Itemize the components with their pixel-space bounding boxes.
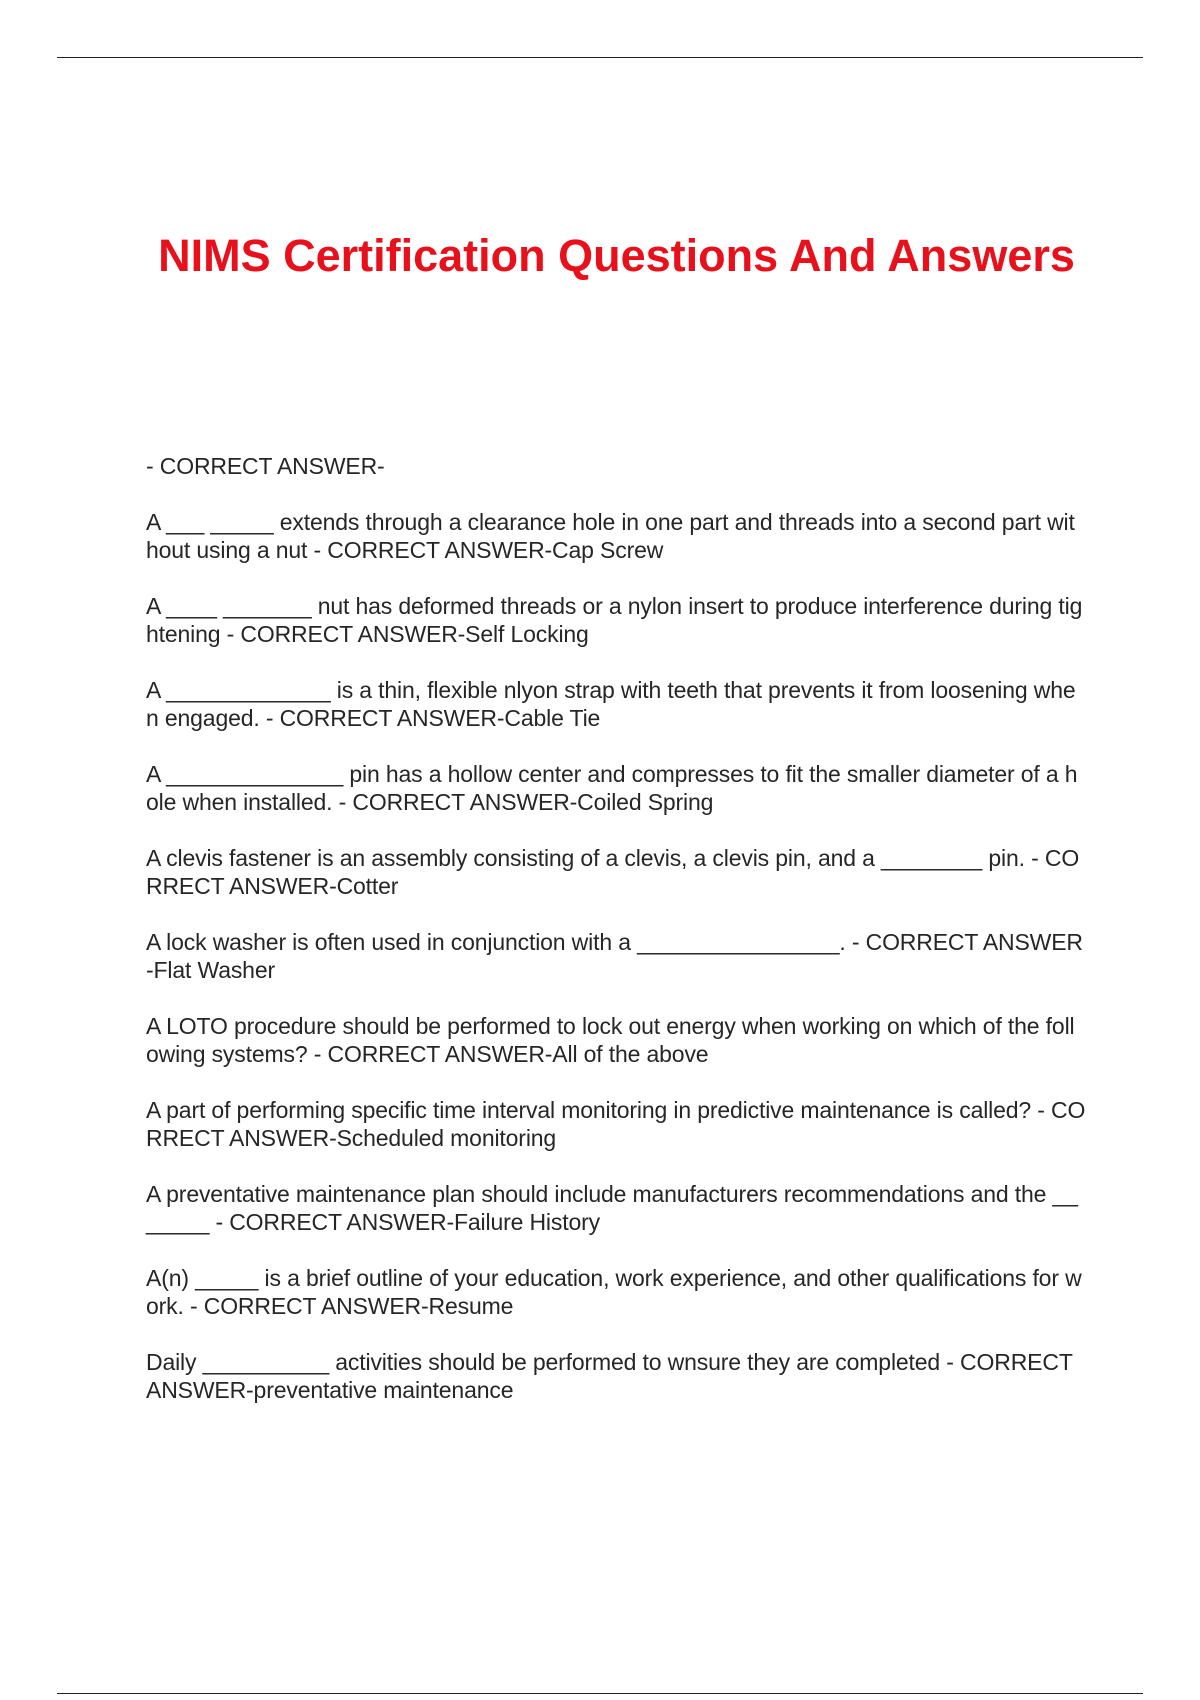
- qa-item: Daily __________ activities should be performed to wnsure they are completed - CORRECT ANSWER-preventative maintenance: [146, 1349, 1073, 1403]
- qa-list: [146, 452, 1086, 1432]
- qa-item: A ______________ pin has a hollow center and compresses to fit the smaller diameter of a hole when installed. - CORRECT ANSWER-Coiled Spring: [146, 761, 1078, 815]
- qa-item: A(n) _____ is a brief outline of your education, work experience, and other qualifications for work. - CORRECT ANSWER-Resume: [146, 1265, 1082, 1319]
- qa-item: A part of performing specific time interval monitoring in predictive maintenance is called? - CORRECT ANSWER-Scheduled monitoring: [146, 1097, 1086, 1151]
- qa-item: - CORRECT ANSWER-: [146, 453, 385, 479]
- qa-item: A _____________ is a thin, flexible nlyon strap with teeth that prevents it from loosening when engaged. - CORRECT ANSWER-Cable Tie: [146, 677, 1076, 731]
- qa-item: A clevis fastener is an assembly consisting of a clevis, a clevis pin, and a ________ pin. - CORRECT ANSWER-Cotter: [146, 845, 1080, 899]
- qa-item: A ____ _______ nut has deformed threads or a nylon insert to produce interference during tightening - CORRECT ANSWER-Self Locking: [146, 593, 1083, 647]
- qa-item: A preventative maintenance plan should include manufacturers recommendations and the _______ - CORRECT ANSWER-Failure History: [146, 1181, 1078, 1235]
- document-title: NIMS Certification Questions And Answers: [158, 230, 1075, 281]
- footer-rule: [57, 1693, 1143, 1694]
- qa-item: A lock washer is often used in conjunction with a ________________. - CORRECT ANSWER-Flat Washer: [146, 929, 1083, 983]
- qa-item: A ___ _____ extends through a clearance hole in one part and threads into a second part without using a nut - CORRECT ANSWER-Cap Screw: [146, 509, 1075, 563]
- header-rule: [57, 57, 1143, 58]
- qa-item: A LOTO procedure should be performed to lock out energy when working on which of the following systems? - CORRECT ANSWER-All of the above: [146, 1013, 1075, 1067]
